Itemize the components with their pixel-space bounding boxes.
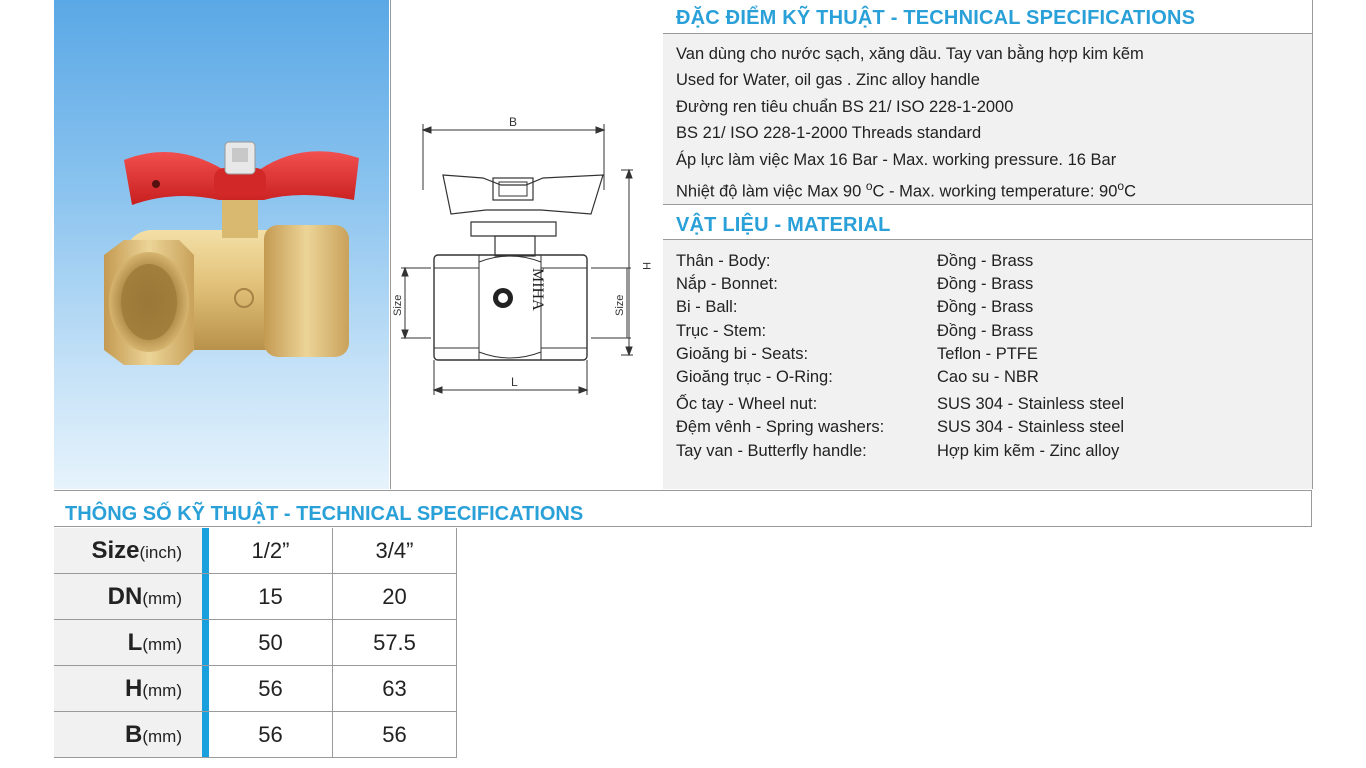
spec-line: Van dùng cho nước sạch, xăng dầu. Tay van bằng hợp kim kẽm bbox=[676, 45, 1144, 63]
param-unit: (mm) bbox=[142, 726, 182, 746]
material-part: Ốc tay - Wheel nut: bbox=[676, 395, 818, 414]
value-cell: 15 bbox=[209, 574, 333, 620]
material-value: Đồng - Brass bbox=[937, 252, 1034, 270]
table-row bbox=[54, 574, 457, 620]
table-row bbox=[54, 666, 457, 712]
dim-label-size-right: Size bbox=[614, 294, 626, 316]
table-stripe bbox=[202, 666, 209, 712]
spec-line: Used for Water, oil gas . Zinc alloy handle bbox=[676, 71, 980, 90]
material-row bbox=[676, 439, 1124, 462]
ball-valve-photo bbox=[54, 0, 389, 489]
specs-heading: ĐẶC ĐIỂM KỸ THUẬT - TECHNICAL SPECIFICATIONS bbox=[663, 0, 1312, 34]
value-cell: 56 bbox=[209, 666, 333, 712]
material-value: Hợp kim kẽm - Zinc alloy bbox=[937, 441, 1120, 460]
value-cell: 63 bbox=[333, 666, 457, 712]
spec-lines bbox=[676, 41, 1144, 199]
material-list bbox=[676, 249, 1124, 462]
table-stripe bbox=[202, 574, 209, 620]
material-row bbox=[676, 342, 1124, 365]
value-cell: 56 bbox=[333, 712, 457, 758]
param-symbol: L bbox=[127, 628, 143, 656]
material-row bbox=[676, 319, 1124, 342]
param-symbol: DN bbox=[107, 582, 143, 610]
material-row bbox=[676, 272, 1124, 295]
material-value: SUS 304 - Stainless steel bbox=[937, 395, 1125, 414]
degree-a: o bbox=[865, 178, 873, 193]
brand-text: MIHA bbox=[529, 268, 546, 311]
table-row bbox=[54, 620, 457, 666]
value-cell: 3/4” bbox=[333, 528, 457, 574]
param-unit: (mm) bbox=[142, 588, 182, 608]
param-symbol: Size bbox=[91, 536, 140, 564]
value-cell: 57.5 bbox=[333, 620, 457, 666]
size-table bbox=[54, 528, 457, 758]
spec-line-temperature bbox=[676, 173, 1144, 199]
valve-dimension-drawing bbox=[391, 0, 663, 489]
material-part: Bi - Ball: bbox=[676, 298, 738, 317]
material-row bbox=[676, 415, 1124, 438]
material-row bbox=[676, 249, 1124, 272]
param-cell bbox=[54, 528, 202, 574]
dim-label-l: L bbox=[511, 375, 518, 389]
technical-drawing bbox=[390, 0, 664, 489]
dim-label-b: B bbox=[509, 115, 518, 129]
material-part: Trục - Stem: bbox=[676, 321, 767, 340]
param-unit: (mm) bbox=[142, 680, 182, 700]
temp-text-b: C - Max. working temperature: 90 bbox=[872, 182, 1118, 201]
param-unit: (inch) bbox=[139, 542, 182, 562]
dim-label-size-left: Size bbox=[392, 294, 404, 316]
material-part: Gioăng trục - O-Ring: bbox=[676, 367, 833, 386]
value-cell: 56 bbox=[209, 712, 333, 758]
product-photo bbox=[54, 0, 389, 489]
value-cell: 50 bbox=[209, 620, 333, 666]
table-row bbox=[54, 528, 457, 574]
param-symbol: H bbox=[125, 674, 143, 702]
material-value: Đồng - Brass bbox=[937, 275, 1034, 294]
table-stripe bbox=[202, 712, 209, 758]
param-cell bbox=[54, 574, 202, 620]
material-part: Tay van - Butterfly handle: bbox=[676, 441, 867, 460]
param-cell bbox=[54, 666, 202, 712]
material-part: Đệm vênh - Spring washers: bbox=[676, 418, 885, 437]
spec-line: Đường ren tiêu chuẩn BS 21/ ISO 228-1-2000 bbox=[676, 97, 1014, 116]
spec-panel bbox=[663, 0, 1313, 489]
material-part: Gioăng bi - Seats: bbox=[676, 344, 809, 363]
param-unit: (mm) bbox=[142, 634, 182, 654]
material-value: Teflon - PTFE bbox=[937, 344, 1038, 363]
material-part: Thân - Body: bbox=[676, 252, 771, 270]
table-stripe bbox=[202, 528, 209, 574]
param-symbol: B bbox=[125, 720, 143, 748]
material-value: Đồng - Brass bbox=[937, 298, 1034, 317]
material-row bbox=[676, 392, 1124, 415]
table-stripe bbox=[202, 620, 209, 666]
material-value: Cao su - NBR bbox=[937, 367, 1039, 386]
material-part: Nắp - Bonnet: bbox=[676, 275, 778, 294]
temp-text-a: Nhiệt độ làm việc Max 90 bbox=[676, 182, 866, 201]
material-heading: VẬT LIỆU - MATERIAL bbox=[663, 204, 1312, 240]
param-cell bbox=[54, 620, 202, 666]
degree-b: o bbox=[1117, 178, 1125, 193]
table-row bbox=[54, 712, 457, 758]
size-table-heading: THÔNG SỐ KỸ THUẬT - TECHNICAL SPECIFICATIONS bbox=[54, 490, 1312, 527]
material-value: SUS 304 - Stainless steel bbox=[937, 418, 1125, 437]
value-cell: 20 bbox=[333, 574, 457, 620]
dim-label-h: H bbox=[640, 262, 652, 270]
value-cell: 1/2” bbox=[209, 528, 333, 574]
material-value: Đồng - Brass bbox=[937, 321, 1034, 340]
spec-line: BS 21/ ISO 228-1-2000 Threads standard bbox=[676, 124, 982, 143]
param-cell bbox=[54, 712, 202, 758]
material-row bbox=[676, 295, 1124, 318]
material-row bbox=[676, 365, 1124, 388]
spec-line: Áp lực làm việc Max 16 Bar - Max. working pressure. 16 Bar bbox=[676, 150, 1117, 169]
temp-text-c: C bbox=[1124, 182, 1136, 201]
